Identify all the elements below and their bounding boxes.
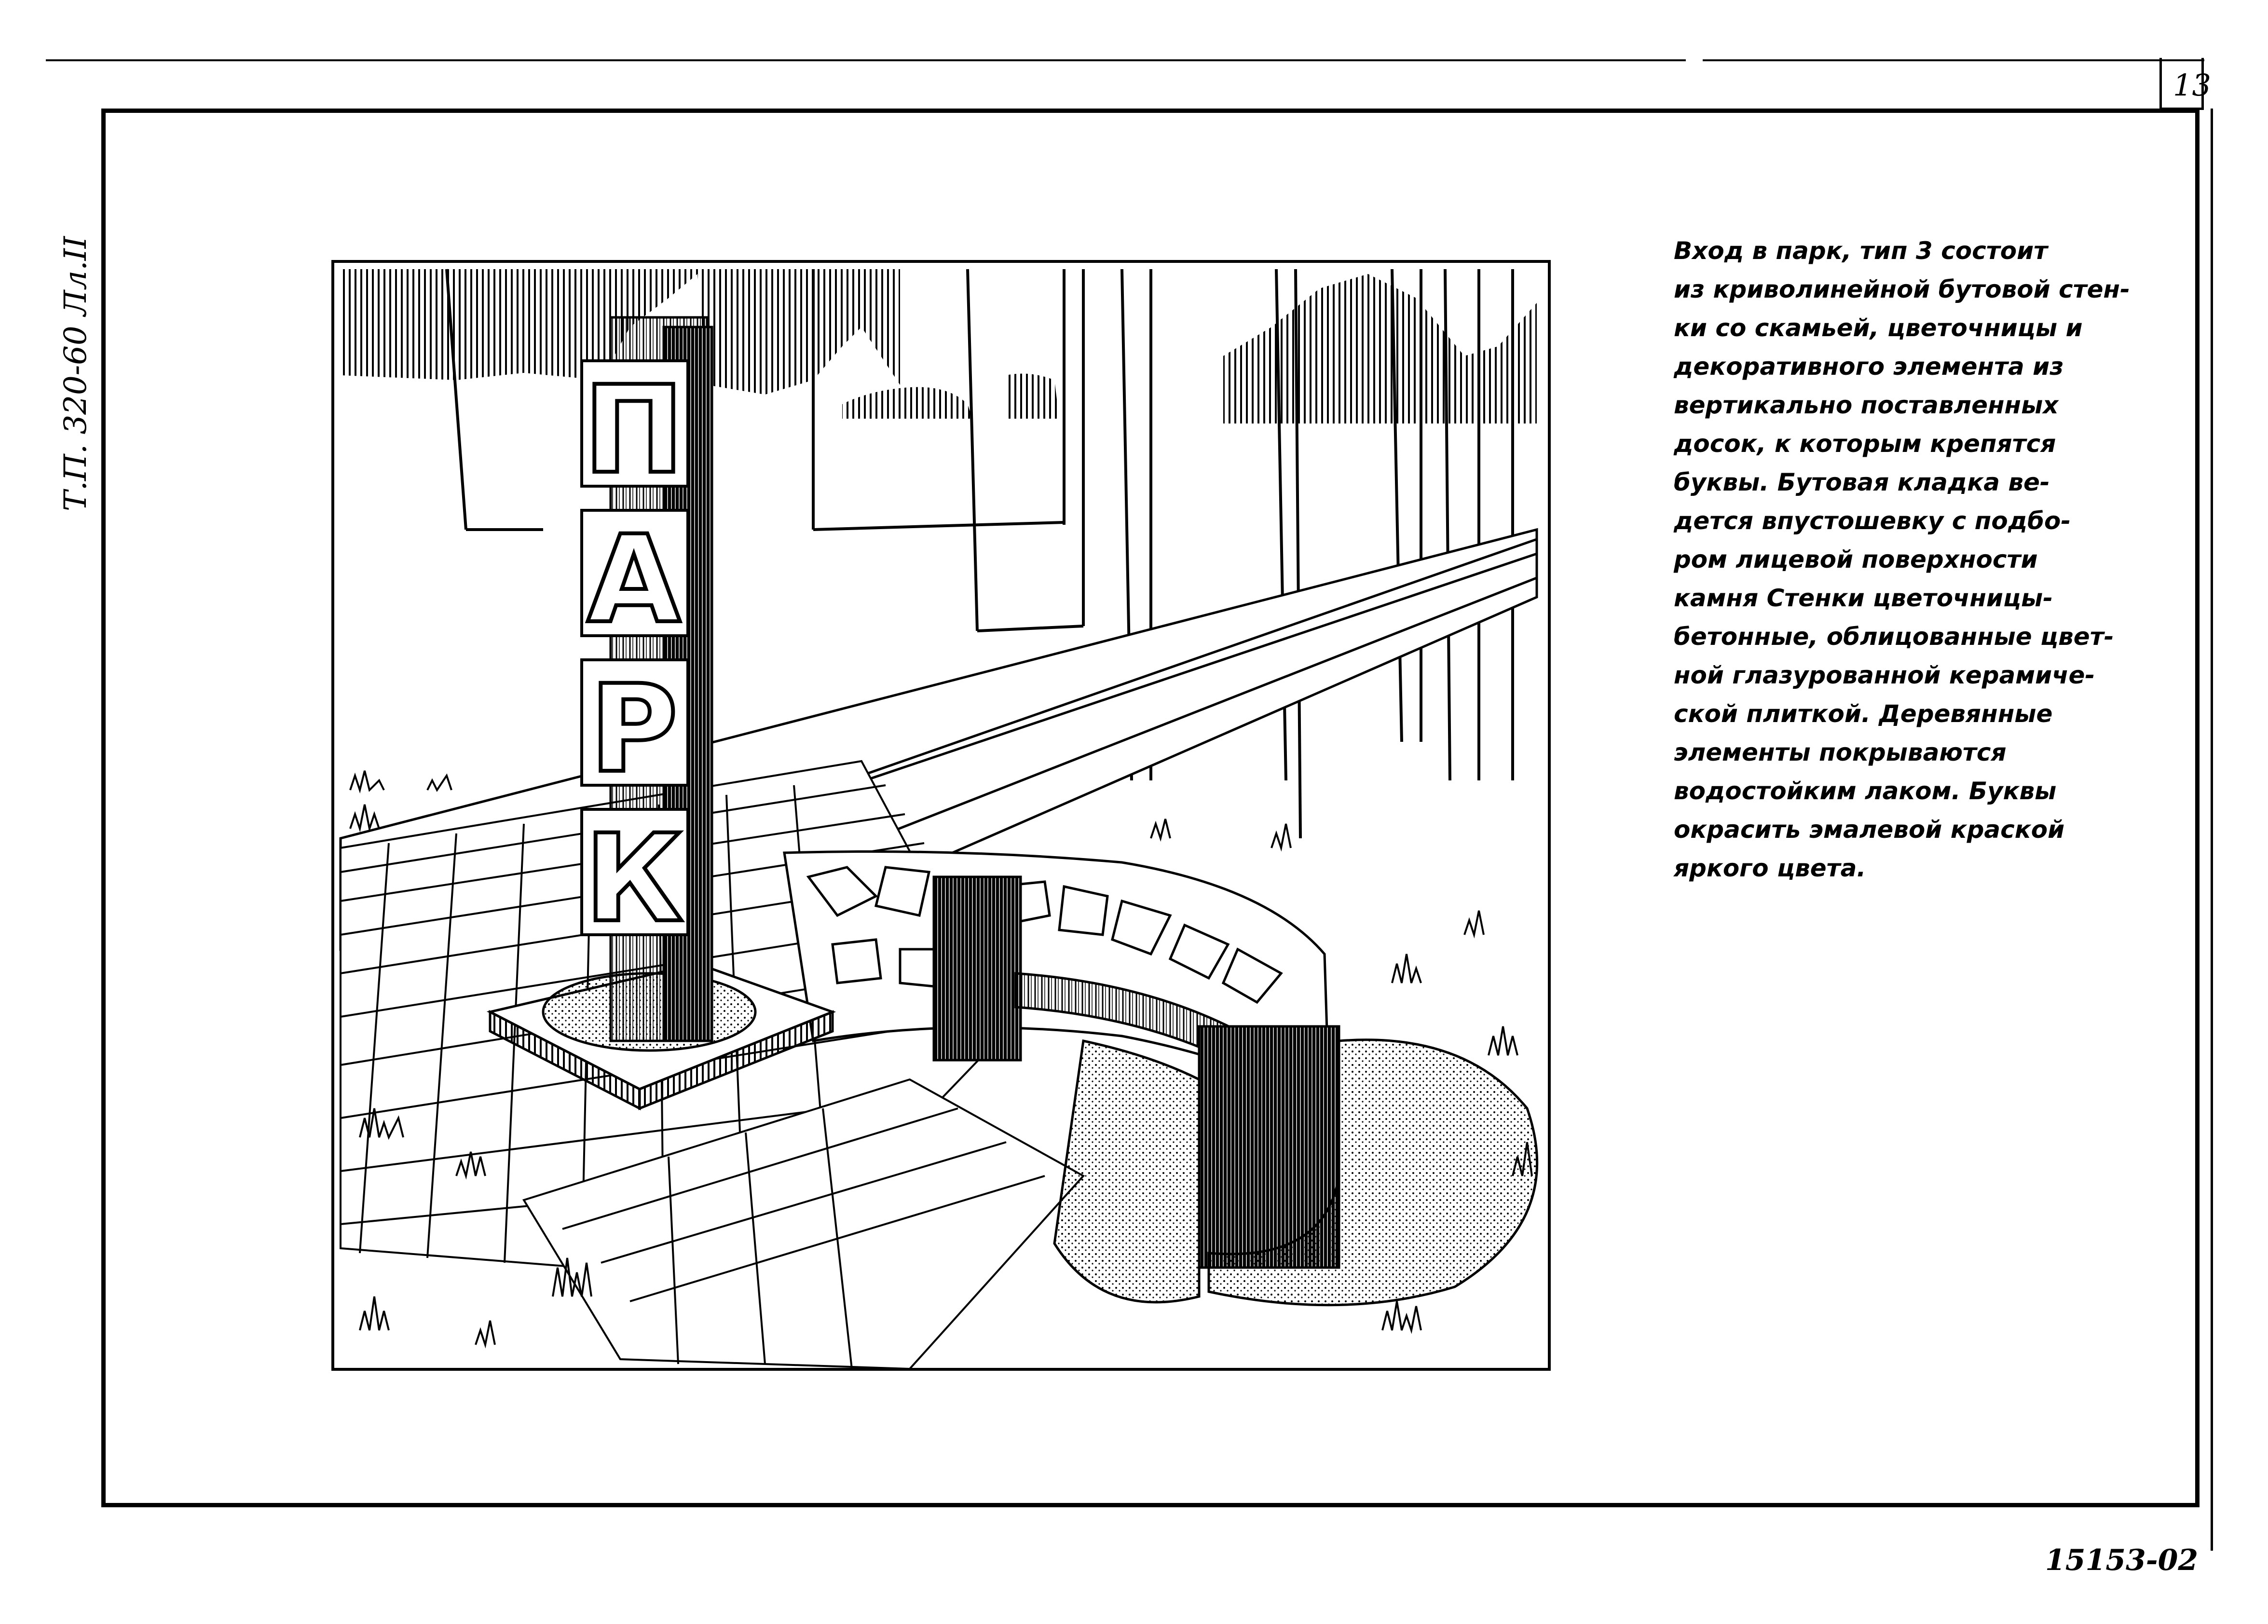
project-code: Т.П. 320-60 Лл.II bbox=[58, 236, 94, 511]
sign-letter-a: А bbox=[587, 509, 681, 650]
description-line: буквы. Бутовая кладка ве- bbox=[1674, 468, 2050, 496]
description-line: Вход в парк, тип 3 состоит bbox=[1674, 237, 2048, 265]
top-rule-right bbox=[1703, 59, 2204, 61]
top-rule-left bbox=[46, 59, 1686, 61]
description-line: ки со скамьей, цветочницы и bbox=[1674, 314, 2083, 342]
sign-letter-r: Р bbox=[589, 659, 678, 799]
sign-letter-p: П bbox=[583, 360, 684, 500]
description-line: из криволинейной бутовой стен- bbox=[1674, 275, 2130, 303]
sheet-number: 13 bbox=[2173, 68, 2211, 103]
description-line: элементы покрываются bbox=[1674, 738, 2007, 766]
archive-number: 15153-02 bbox=[2045, 1543, 2199, 1577]
description-line: ской плиткой. Деревянные bbox=[1674, 700, 2053, 728]
description-line: досок, к которым крепятся bbox=[1674, 430, 2056, 458]
description-line: камня Стенки цветочницы- bbox=[1674, 584, 2053, 612]
sign-letter-k: К bbox=[584, 808, 683, 949]
description-line: ной глазурованной керамиче- bbox=[1674, 661, 2095, 689]
side-rule bbox=[2211, 109, 2213, 1551]
description-line: яркого цвета. bbox=[1674, 854, 1866, 882]
description-line: вертикально поставленных bbox=[1674, 391, 2059, 419]
description-line: дется впустошевку с подбо- bbox=[1674, 507, 2071, 535]
park-entrance-drawing bbox=[331, 259, 1551, 1371]
description-line: окрасить эмалевой краской bbox=[1674, 816, 2065, 844]
description-line: водостойким лаком. Буквы bbox=[1674, 777, 2057, 805]
description-line: бетонные, облицованные цвет- bbox=[1674, 623, 2114, 651]
description bbox=[1674, 232, 2166, 887]
description-line: ром лицевой поверхности bbox=[1674, 546, 2038, 573]
description-line: декоративного элемента из bbox=[1674, 353, 2064, 381]
